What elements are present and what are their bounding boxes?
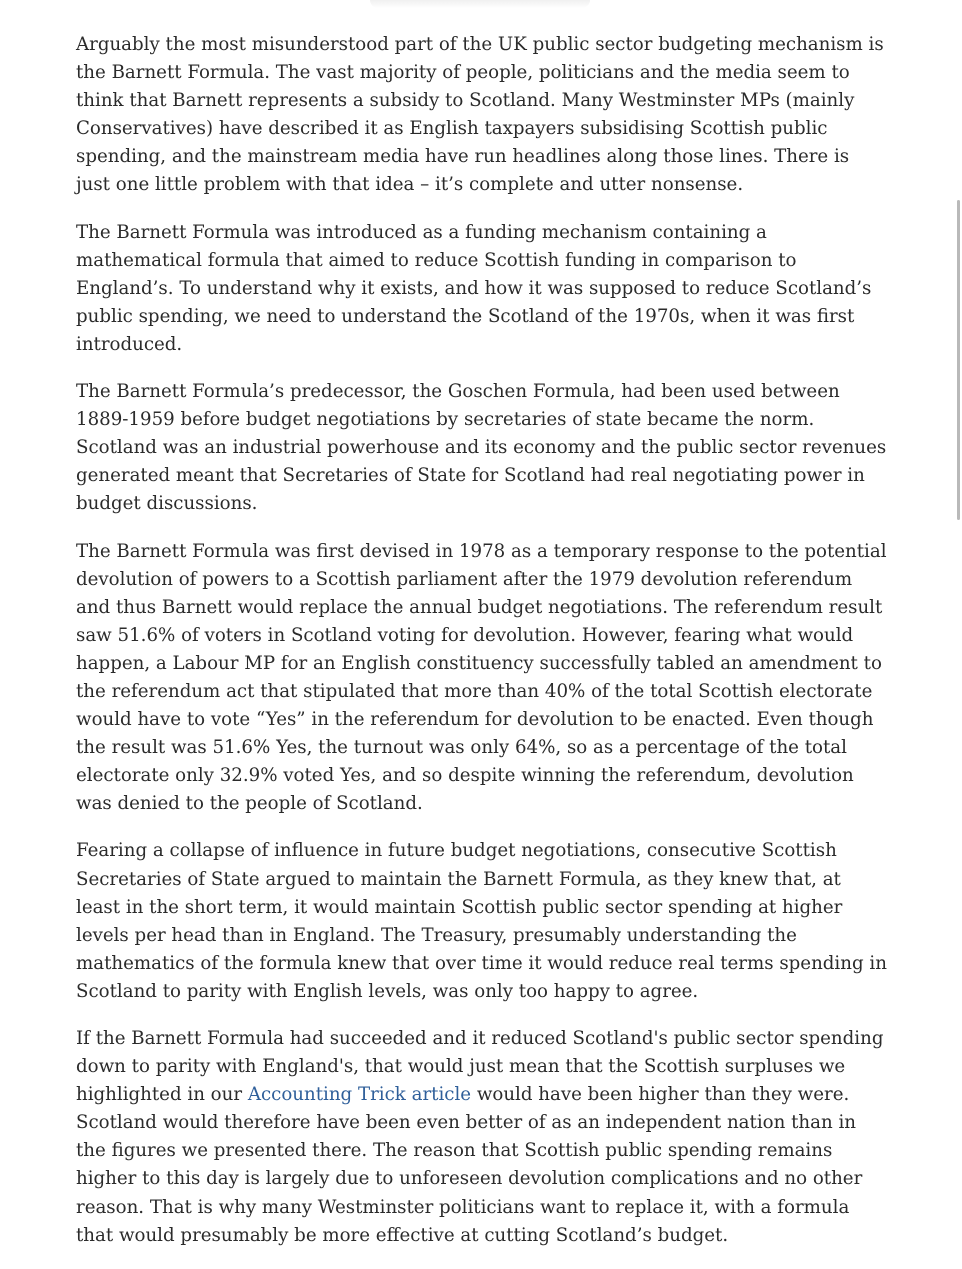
accounting-trick-article-link[interactable]: Accounting Trick article — [247, 1084, 472, 1106]
header-shadow — [370, 0, 590, 8]
article-paragraph: Fearing a collapse of influence in future budget negotiations, consecutive Scottish Secretaries of State argued to maintain the Barnett Formula, as they knew that, at least in the short term, it would maintain Scottish public sector spending at higher levels per head than in England. The Treasury, presumably understanding the mathematics of the formula knew that over time it would reduce real terms spending in Scotland to parity with English levels, was only too happy to agree. — [76, 840, 887, 1002]
article-paragraph: The Barnett Formula was introduced as a funding mechanism containing a mathematical formula that aimed to reduce Scottish funding in comparison to England’s. To understand why it exists, and how it was supposed to reduce Scotland’s public spending, we need to understand the Scotland of the 1970s, when it was first introduced. — [76, 221, 872, 355]
scrollbar[interactable] — [957, 200, 960, 520]
article-paragraph-last — [76, 1025, 888, 1250]
article-paragraph: The Barnett Formula was first devised in 1978 as a temporary response to the potential devolution of powers to a Scottish parliament after the 1979 devolution referendum and thus Barnett would replace the annual budget negotiations. The referendum result saw 51.6% of voters in Scotland voting for devolution. However, fearing what would happen, a Labour MP for an English constituency successfully tabled an amendment to the referendum act that stipulated that more than 40% of the total Scottish electorate would have to vote “Yes” in the referendum for devolution to be enacted. Even though the result was 51.6% Yes, the turnout was only 64%, so as a percentage of the total electorate only 32.9% voted Yes, and so despite winning the referendum, devolution was denied to the people of Scotland. — [76, 540, 887, 815]
paragraph-text-after-link: would have been higher than they were. Scotland would therefore have been even better of as an independent nation than in the figures we presented there. The reason that Scottish public spending remains higher to this day is largely due to unforeseen devolution complications and no other reason. That is why many Westminster politicians want to replace it, with a formula that would presumably be more effective at cutting Scotland’s budget. — [76, 1084, 863, 1246]
paragraph-text-before-link: If the Barnett Formula had succeeded and it reduced Scotland's public sector spending down to parity with England's, that would just mean that the Scottish surpluses we highlighted in our — [76, 1028, 884, 1106]
article-paragraph: Arguably the most misunderstood part of the UK public sector budgeting mechanism is the Barnett Formula. The vast majority of people, politicians and the media seem to think that Barnett represents a subsidy to Scotland. Many Westminster MPs (mainly Conservatives) have described it as English taxpayers subsidising Scottish public spending, and the mainstream media have run headlines along those lines. There is just one little problem with that idea – it’s complete and utter nonsense. — [76, 34, 884, 196]
article-paragraph: The Barnett Formula’s predecessor, the Goschen Formula, had been used between 1889-1959 before budget negotiations by secretaries of state became the norm. Scotland was an industrial powerhouse and its economy and the public sector revenues generated meant that Secretaries of State for Scotland had real negotiating power in budget discussions. — [76, 381, 887, 515]
article-body — [76, 31, 888, 1269]
